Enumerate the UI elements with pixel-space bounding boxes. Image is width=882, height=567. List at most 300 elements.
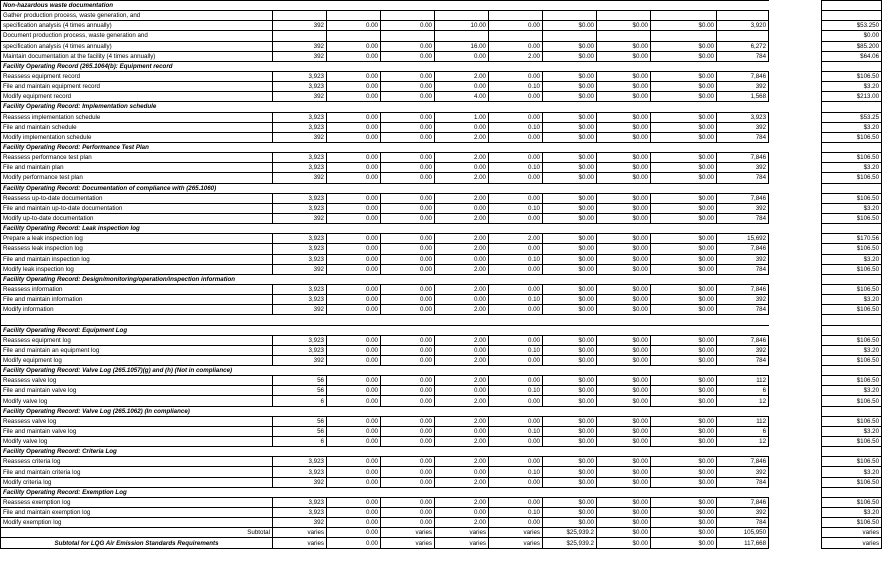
cost-cell[interactable] bbox=[822, 366, 882, 376]
value-cell[interactable]: 392 bbox=[273, 173, 327, 183]
value-cell[interactable]: 0.00 bbox=[489, 244, 543, 254]
value-cell[interactable]: $0.00 bbox=[543, 82, 597, 92]
value-cell[interactable]: 0.00 bbox=[489, 416, 543, 426]
value-cell[interactable]: 0.00 bbox=[381, 477, 435, 487]
cost-cell[interactable] bbox=[822, 142, 882, 152]
value-cell[interactable]: 7,846 bbox=[717, 71, 769, 81]
value-cell[interactable]: 0.00 bbox=[381, 284, 435, 294]
value-cell[interactable] bbox=[327, 31, 381, 41]
row-label[interactable]: File and maintain an equipment log bbox=[1, 345, 273, 355]
value-cell[interactable]: varies bbox=[273, 528, 327, 538]
value-cell[interactable]: varies bbox=[381, 528, 435, 538]
value-cell[interactable]: 1,568 bbox=[717, 92, 769, 102]
value-cell[interactable]: $0.00 bbox=[597, 82, 651, 92]
value-cell[interactable]: $0.00 bbox=[651, 264, 717, 274]
row-label[interactable]: Reassess exemption log bbox=[1, 497, 273, 507]
row-label[interactable]: Modify equipment record bbox=[1, 92, 273, 102]
value-cell[interactable]: 0.00 bbox=[327, 355, 381, 365]
value-cell[interactable]: 7,846 bbox=[717, 284, 769, 294]
value-cell[interactable]: $0.00 bbox=[651, 355, 717, 365]
row-label[interactable]: File and maintain criteria log bbox=[1, 467, 273, 477]
value-cell[interactable]: 0.00 bbox=[381, 467, 435, 477]
value-cell[interactable]: $0.00 bbox=[597, 244, 651, 254]
value-cell[interactable]: $0.00 bbox=[543, 132, 597, 142]
value-cell[interactable]: 0.00 bbox=[381, 213, 435, 223]
value-cell[interactable]: 0.00 bbox=[327, 82, 381, 92]
row-label[interactable]: Modify implementation schedule bbox=[1, 132, 273, 142]
value-cell[interactable]: 392 bbox=[717, 295, 769, 305]
row-label[interactable]: Facility Operating Record: Equipment Log bbox=[1, 325, 273, 335]
value-cell[interactable]: $0.00 bbox=[543, 376, 597, 386]
value-cell[interactable]: 392 bbox=[717, 163, 769, 173]
row-label[interactable]: Subtotal bbox=[1, 528, 273, 538]
value-cell[interactable]: 0.10 bbox=[489, 467, 543, 477]
value-cell[interactable]: 0.00 bbox=[435, 467, 489, 477]
row-label[interactable]: Reassess implementation schedule bbox=[1, 112, 273, 122]
cost-cell[interactable] bbox=[822, 315, 882, 325]
value-cell[interactable]: 3,923 bbox=[273, 284, 327, 294]
value-cell[interactable] bbox=[489, 11, 543, 21]
value-cell[interactable]: 0.10 bbox=[489, 254, 543, 264]
row-label[interactable]: Reassess up-to-date documentation bbox=[1, 193, 273, 203]
value-cell[interactable]: 392 bbox=[717, 122, 769, 132]
cost-cell[interactable]: $3.20 bbox=[822, 508, 882, 518]
value-cell[interactable]: 3,923 bbox=[273, 153, 327, 163]
value-cell[interactable]: 2.00 bbox=[435, 396, 489, 406]
value-cell[interactable]: $0.00 bbox=[543, 335, 597, 345]
value-cell[interactable]: 0.00 bbox=[435, 254, 489, 264]
value-cell[interactable]: 0.00 bbox=[327, 345, 381, 355]
value-cell[interactable]: $0.00 bbox=[543, 386, 597, 396]
value-cell[interactable]: $0.00 bbox=[543, 295, 597, 305]
cost-cell[interactable]: $64.06 bbox=[822, 51, 882, 61]
value-cell[interactable]: 0.00 bbox=[435, 295, 489, 305]
value-cell[interactable]: $0.00 bbox=[597, 295, 651, 305]
value-cell[interactable]: 0.00 bbox=[381, 193, 435, 203]
cost-cell[interactable]: $53.25 bbox=[822, 112, 882, 122]
value-cell[interactable]: 0.00 bbox=[489, 71, 543, 81]
value-cell[interactable]: 7,846 bbox=[717, 153, 769, 163]
value-cell[interactable]: 0.00 bbox=[381, 396, 435, 406]
row-label[interactable]: Facility Operating Record: Valve Log (265.1062) (In compliance) bbox=[1, 406, 273, 416]
value-cell[interactable]: 0.00 bbox=[381, 41, 435, 51]
value-cell[interactable]: 0.00 bbox=[435, 203, 489, 213]
value-cell[interactable]: 0.00 bbox=[381, 355, 435, 365]
row-label[interactable]: Facility Operating Record: Criteria Log bbox=[1, 447, 273, 457]
value-cell[interactable]: 3,923 bbox=[273, 254, 327, 264]
value-cell[interactable]: $0.00 bbox=[597, 518, 651, 528]
value-cell[interactable]: 0.00 bbox=[489, 41, 543, 51]
row-label[interactable]: Modify information bbox=[1, 305, 273, 315]
value-cell[interactable]: $0.00 bbox=[597, 376, 651, 386]
value-cell[interactable]: 0.00 bbox=[381, 437, 435, 447]
value-cell[interactable]: 0.00 bbox=[381, 254, 435, 264]
value-cell[interactable] bbox=[489, 31, 543, 41]
value-cell[interactable]: 3,923 bbox=[273, 335, 327, 345]
value-cell[interactable]: $0.00 bbox=[597, 234, 651, 244]
cost-cell[interactable]: $106.50 bbox=[822, 264, 882, 274]
value-cell[interactable]: 56 bbox=[273, 386, 327, 396]
value-cell[interactable]: 0.00 bbox=[489, 396, 543, 406]
value-cell[interactable]: $0.00 bbox=[651, 254, 717, 264]
value-cell[interactable]: 0.00 bbox=[435, 51, 489, 61]
value-cell[interactable]: 0.00 bbox=[327, 376, 381, 386]
value-cell[interactable]: 56 bbox=[273, 376, 327, 386]
value-cell[interactable]: $0.00 bbox=[597, 122, 651, 132]
cost-cell[interactable] bbox=[822, 447, 882, 457]
value-cell[interactable]: $0.00 bbox=[651, 21, 717, 31]
value-cell[interactable]: 392 bbox=[717, 467, 769, 477]
cost-cell[interactable]: $106.50 bbox=[822, 416, 882, 426]
value-cell[interactable]: $0.00 bbox=[651, 284, 717, 294]
row-label[interactable]: Modify equipment log bbox=[1, 355, 273, 365]
value-cell[interactable]: $0.00 bbox=[651, 335, 717, 345]
value-cell[interactable]: $0.00 bbox=[543, 508, 597, 518]
row-label[interactable]: Reassess criteria log bbox=[1, 457, 273, 467]
value-cell[interactable]: $0.00 bbox=[597, 132, 651, 142]
cost-cell[interactable]: $106.50 bbox=[822, 335, 882, 345]
value-cell[interactable]: $0.00 bbox=[651, 92, 717, 102]
row-label[interactable]: File and maintain exemption log bbox=[1, 508, 273, 518]
value-cell[interactable]: 0.00 bbox=[327, 508, 381, 518]
cost-cell[interactable]: $106.50 bbox=[822, 71, 882, 81]
value-cell[interactable]: $0.00 bbox=[543, 284, 597, 294]
cost-cell[interactable] bbox=[822, 224, 882, 234]
row-label[interactable]: Modify leak inspection log bbox=[1, 264, 273, 274]
value-cell[interactable]: 0.10 bbox=[489, 345, 543, 355]
value-cell[interactable]: varies bbox=[273, 538, 327, 548]
value-cell[interactable]: 0.10 bbox=[489, 82, 543, 92]
row-label[interactable]: Reassess equipment record bbox=[1, 71, 273, 81]
value-cell[interactable]: $0.00 bbox=[651, 457, 717, 467]
value-cell[interactable]: $0.00 bbox=[543, 477, 597, 487]
value-cell[interactable]: 0.00 bbox=[327, 386, 381, 396]
row-label[interactable]: Modify performance test plan bbox=[1, 173, 273, 183]
value-cell[interactable]: 0.00 bbox=[489, 173, 543, 183]
value-cell[interactable] bbox=[435, 11, 489, 21]
cost-cell[interactable]: $213.00 bbox=[822, 92, 882, 102]
value-cell[interactable]: 0.00 bbox=[327, 264, 381, 274]
value-cell[interactable]: 392 bbox=[273, 51, 327, 61]
value-cell[interactable]: 0.00 bbox=[327, 163, 381, 173]
value-cell[interactable]: $0.00 bbox=[651, 528, 717, 538]
value-cell[interactable]: 0.00 bbox=[327, 396, 381, 406]
cost-cell[interactable]: varies bbox=[822, 538, 882, 548]
value-cell[interactable]: 0.00 bbox=[381, 457, 435, 467]
value-cell[interactable]: 0.00 bbox=[489, 518, 543, 528]
value-cell[interactable]: 0.00 bbox=[381, 21, 435, 31]
value-cell[interactable]: 0.00 bbox=[327, 213, 381, 223]
value-cell[interactable]: 784 bbox=[717, 355, 769, 365]
value-cell[interactable]: $0.00 bbox=[651, 477, 717, 487]
value-cell[interactable]: 0.00 bbox=[381, 305, 435, 315]
cost-cell[interactable] bbox=[822, 274, 882, 284]
value-cell[interactable]: 7,846 bbox=[717, 335, 769, 345]
value-cell[interactable]: 2.00 bbox=[435, 193, 489, 203]
value-cell[interactable]: $0.00 bbox=[543, 416, 597, 426]
value-cell[interactable]: $0.00 bbox=[597, 467, 651, 477]
value-cell[interactable]: 0.00 bbox=[435, 163, 489, 173]
value-cell[interactable]: $0.00 bbox=[543, 457, 597, 467]
cost-cell[interactable]: $106.50 bbox=[822, 396, 882, 406]
row-label[interactable]: Modify valve log bbox=[1, 437, 273, 447]
value-cell[interactable]: 0.00 bbox=[327, 457, 381, 467]
value-cell[interactable]: $0.00 bbox=[597, 254, 651, 264]
value-cell[interactable]: $0.00 bbox=[543, 21, 597, 31]
value-cell[interactable]: 0.00 bbox=[489, 497, 543, 507]
value-cell[interactable]: 392 bbox=[273, 518, 327, 528]
value-cell[interactable]: 2.00 bbox=[435, 518, 489, 528]
value-cell[interactable]: 392 bbox=[717, 345, 769, 355]
value-cell[interactable]: $0.00 bbox=[597, 153, 651, 163]
cost-cell[interactable]: $106.50 bbox=[822, 457, 882, 467]
value-cell[interactable]: 0.00 bbox=[435, 386, 489, 396]
value-cell[interactable]: $0.00 bbox=[651, 244, 717, 254]
value-cell[interactable]: 0.00 bbox=[381, 122, 435, 132]
value-cell[interactable]: $0.00 bbox=[597, 112, 651, 122]
value-cell[interactable] bbox=[381, 31, 435, 41]
row-label[interactable]: Facility Operating Record: Leak inspection log bbox=[1, 224, 273, 234]
value-cell[interactable]: 392 bbox=[717, 82, 769, 92]
cost-cell[interactable]: $106.50 bbox=[822, 213, 882, 223]
value-cell[interactable]: 3,920 bbox=[717, 21, 769, 31]
value-cell[interactable]: 0.10 bbox=[489, 426, 543, 436]
row-label[interactable]: Facility Operating Record: Implementation schedule bbox=[1, 102, 273, 112]
value-cell[interactable]: 0.00 bbox=[327, 51, 381, 61]
value-cell[interactable]: 0.00 bbox=[327, 497, 381, 507]
value-cell[interactable]: $0.00 bbox=[651, 213, 717, 223]
value-cell[interactable]: 0.00 bbox=[327, 467, 381, 477]
value-cell[interactable]: 0.00 bbox=[489, 437, 543, 447]
value-cell[interactable]: 392 bbox=[273, 21, 327, 31]
value-cell[interactable]: $0.00 bbox=[543, 41, 597, 51]
value-cell[interactable]: $0.00 bbox=[543, 396, 597, 406]
value-cell[interactable]: 3,923 bbox=[273, 163, 327, 173]
value-cell[interactable]: $0.00 bbox=[651, 305, 717, 315]
value-cell[interactable]: 0.00 bbox=[489, 92, 543, 102]
value-cell[interactable]: $0.00 bbox=[597, 203, 651, 213]
value-cell[interactable]: 0.00 bbox=[489, 153, 543, 163]
value-cell[interactable]: 0.00 bbox=[435, 426, 489, 436]
value-cell[interactable]: 2.00 bbox=[435, 71, 489, 81]
value-cell[interactable]: $0.00 bbox=[651, 163, 717, 173]
value-cell[interactable]: $0.00 bbox=[543, 122, 597, 132]
value-cell[interactable]: 6 bbox=[273, 437, 327, 447]
value-cell[interactable]: $0.00 bbox=[543, 467, 597, 477]
value-cell[interactable]: 784 bbox=[717, 213, 769, 223]
value-cell[interactable]: 0.00 bbox=[381, 264, 435, 274]
value-cell[interactable]: 56 bbox=[273, 426, 327, 436]
value-cell[interactable] bbox=[543, 11, 597, 21]
row-label[interactable]: Facility Operating Record: Valve Log (265.1057)(g) and (h) (Not in compliance) bbox=[1, 366, 273, 376]
row-label[interactable]: Non-hazardous waste documentation bbox=[1, 1, 273, 11]
value-cell[interactable]: 12 bbox=[717, 396, 769, 406]
value-cell[interactable]: $25,939.2 bbox=[543, 528, 597, 538]
value-cell[interactable]: $0.00 bbox=[597, 21, 651, 31]
cost-cell[interactable] bbox=[822, 487, 882, 497]
value-cell[interactable]: 0.00 bbox=[435, 122, 489, 132]
row-label[interactable]: Gather production process, waste generation, and bbox=[1, 11, 273, 21]
value-cell[interactable]: $0.00 bbox=[597, 497, 651, 507]
value-cell[interactable]: 784 bbox=[717, 264, 769, 274]
row-label[interactable] bbox=[1, 315, 273, 325]
value-cell[interactable]: $0.00 bbox=[597, 457, 651, 467]
value-cell[interactable]: 0.00 bbox=[381, 518, 435, 528]
row-label[interactable]: Facility Operating Record: Exemption Log bbox=[1, 487, 273, 497]
value-cell[interactable]: varies bbox=[489, 538, 543, 548]
value-cell[interactable]: $0.00 bbox=[597, 355, 651, 365]
value-cell[interactable]: $0.00 bbox=[651, 122, 717, 132]
value-cell[interactable]: 2.00 bbox=[435, 132, 489, 142]
value-cell[interactable] bbox=[435, 31, 489, 41]
value-cell[interactable]: $0.00 bbox=[597, 386, 651, 396]
value-cell[interactable]: $0.00 bbox=[543, 71, 597, 81]
value-cell[interactable]: $0.00 bbox=[651, 234, 717, 244]
value-cell[interactable]: 392 bbox=[717, 203, 769, 213]
value-cell[interactable]: 2.00 bbox=[435, 244, 489, 254]
row-label[interactable]: File and maintain plan bbox=[1, 163, 273, 173]
value-cell[interactable] bbox=[597, 11, 651, 21]
value-cell[interactable]: 3,923 bbox=[273, 112, 327, 122]
value-cell[interactable] bbox=[651, 31, 717, 41]
value-cell[interactable]: $0.00 bbox=[651, 153, 717, 163]
cost-cell[interactable] bbox=[822, 325, 882, 335]
value-cell[interactable]: 0.00 bbox=[489, 305, 543, 315]
value-cell[interactable]: 0.00 bbox=[435, 508, 489, 518]
value-cell[interactable]: 0.00 bbox=[381, 173, 435, 183]
value-cell[interactable]: $0.00 bbox=[543, 426, 597, 436]
value-cell[interactable]: 0.00 bbox=[327, 112, 381, 122]
value-cell[interactable]: 3,923 bbox=[273, 508, 327, 518]
row-label[interactable]: Document production process, waste generation and bbox=[1, 31, 273, 41]
value-cell[interactable]: $0.00 bbox=[597, 477, 651, 487]
value-cell[interactable]: $0.00 bbox=[651, 71, 717, 81]
value-cell[interactable]: 0.10 bbox=[489, 203, 543, 213]
value-cell[interactable]: 15,692 bbox=[717, 234, 769, 244]
value-cell[interactable]: 2.00 bbox=[435, 437, 489, 447]
cost-cell[interactable]: $85.200 bbox=[822, 41, 882, 51]
value-cell[interactable]: $0.00 bbox=[651, 51, 717, 61]
value-cell[interactable]: 784 bbox=[717, 477, 769, 487]
cost-cell[interactable]: $3.20 bbox=[822, 203, 882, 213]
value-cell[interactable] bbox=[273, 31, 327, 41]
value-cell[interactable] bbox=[597, 31, 651, 41]
value-cell[interactable]: $0.00 bbox=[543, 234, 597, 244]
cost-cell[interactable]: $3.20 bbox=[822, 295, 882, 305]
value-cell[interactable]: 0.00 bbox=[489, 355, 543, 365]
cost-cell[interactable]: $3.20 bbox=[822, 122, 882, 132]
value-cell[interactable]: 3,923 bbox=[273, 345, 327, 355]
value-cell[interactable]: 0.00 bbox=[327, 284, 381, 294]
value-cell[interactable]: 7,846 bbox=[717, 497, 769, 507]
cost-cell[interactable]: $3.20 bbox=[822, 163, 882, 173]
value-cell[interactable]: $0.00 bbox=[597, 335, 651, 345]
value-cell[interactable]: 0.00 bbox=[381, 234, 435, 244]
value-cell[interactable]: 2.00 bbox=[435, 477, 489, 487]
value-cell[interactable] bbox=[543, 31, 597, 41]
value-cell[interactable]: 392 bbox=[273, 305, 327, 315]
value-cell[interactable]: 2.00 bbox=[435, 264, 489, 274]
value-cell[interactable]: 392 bbox=[273, 355, 327, 365]
cost-cell[interactable]: varies bbox=[822, 528, 882, 538]
cost-cell[interactable] bbox=[822, 61, 882, 71]
value-cell[interactable]: $0.00 bbox=[651, 396, 717, 406]
value-cell[interactable]: 6 bbox=[717, 386, 769, 396]
cost-cell[interactable] bbox=[822, 11, 882, 21]
value-cell[interactable]: $0.00 bbox=[651, 376, 717, 386]
cost-cell[interactable] bbox=[822, 1, 882, 11]
row-label[interactable]: Reassess equipment log bbox=[1, 335, 273, 345]
value-cell[interactable]: $0.00 bbox=[651, 437, 717, 447]
cost-cell[interactable]: $106.50 bbox=[822, 497, 882, 507]
row-label[interactable]: Facility Operating Record: Performance Test Plan bbox=[1, 142, 273, 152]
value-cell[interactable]: 0.00 bbox=[489, 213, 543, 223]
value-cell[interactable]: 0.00 bbox=[489, 21, 543, 31]
value-cell[interactable]: 2.00 bbox=[435, 497, 489, 507]
value-cell[interactable]: 0.00 bbox=[489, 132, 543, 142]
value-cell[interactable]: 0.00 bbox=[327, 153, 381, 163]
value-cell[interactable]: $0.00 bbox=[543, 193, 597, 203]
value-cell[interactable]: 0.00 bbox=[381, 497, 435, 507]
row-label[interactable]: File and maintain information bbox=[1, 295, 273, 305]
value-cell[interactable]: 3,923 bbox=[273, 193, 327, 203]
cost-cell[interactable]: $106.50 bbox=[822, 437, 882, 447]
row-label[interactable]: Prepare a leak inspection log bbox=[1, 234, 273, 244]
value-cell[interactable]: 6,272 bbox=[717, 41, 769, 51]
value-cell[interactable]: $0.00 bbox=[651, 41, 717, 51]
value-cell[interactable]: 0.00 bbox=[327, 538, 381, 548]
value-cell[interactable]: 0.00 bbox=[381, 376, 435, 386]
value-cell[interactable]: 0.00 bbox=[327, 173, 381, 183]
value-cell[interactable]: $0.00 bbox=[597, 193, 651, 203]
value-cell[interactable]: $0.00 bbox=[543, 437, 597, 447]
value-cell[interactable]: $0.00 bbox=[651, 386, 717, 396]
value-cell[interactable]: 392 bbox=[273, 213, 327, 223]
row-label[interactable]: Reassess valve log bbox=[1, 416, 273, 426]
value-cell[interactable]: $0.00 bbox=[597, 426, 651, 436]
row-label[interactable]: File and maintain valve log bbox=[1, 386, 273, 396]
value-cell[interactable]: 392 bbox=[273, 264, 327, 274]
value-cell[interactable]: 392 bbox=[273, 41, 327, 51]
value-cell[interactable]: $0.00 bbox=[651, 345, 717, 355]
value-cell[interactable]: $0.00 bbox=[543, 305, 597, 315]
value-cell[interactable]: 2.00 bbox=[435, 457, 489, 467]
cost-cell[interactable]: $3.20 bbox=[822, 467, 882, 477]
value-cell[interactable]: $0.00 bbox=[597, 416, 651, 426]
value-cell[interactable]: 0.00 bbox=[489, 335, 543, 345]
value-cell[interactable]: 117,668 bbox=[717, 538, 769, 548]
value-cell[interactable]: 0.00 bbox=[435, 345, 489, 355]
value-cell[interactable]: 0.00 bbox=[327, 305, 381, 315]
value-cell[interactable]: 0.00 bbox=[381, 416, 435, 426]
value-cell[interactable]: 3,923 bbox=[273, 71, 327, 81]
row-label[interactable]: Maintain documentation at the facility (4 times annually) bbox=[1, 51, 273, 61]
value-cell[interactable]: 0.00 bbox=[489, 193, 543, 203]
value-cell[interactable]: $0.00 bbox=[543, 518, 597, 528]
value-cell[interactable]: 2.00 bbox=[435, 284, 489, 294]
value-cell[interactable]: 2.00 bbox=[435, 355, 489, 365]
value-cell[interactable]: $0.00 bbox=[597, 213, 651, 223]
row-label[interactable]: Reassess valve log bbox=[1, 376, 273, 386]
value-cell[interactable]: $0.00 bbox=[597, 305, 651, 315]
value-cell[interactable]: 112 bbox=[717, 376, 769, 386]
value-cell[interactable]: 0.00 bbox=[327, 426, 381, 436]
value-cell[interactable]: $0.00 bbox=[597, 508, 651, 518]
value-cell[interactable]: 0.00 bbox=[381, 295, 435, 305]
cost-cell[interactable] bbox=[822, 406, 882, 416]
value-cell[interactable]: 3,923 bbox=[273, 234, 327, 244]
value-cell[interactable]: 0.00 bbox=[327, 416, 381, 426]
